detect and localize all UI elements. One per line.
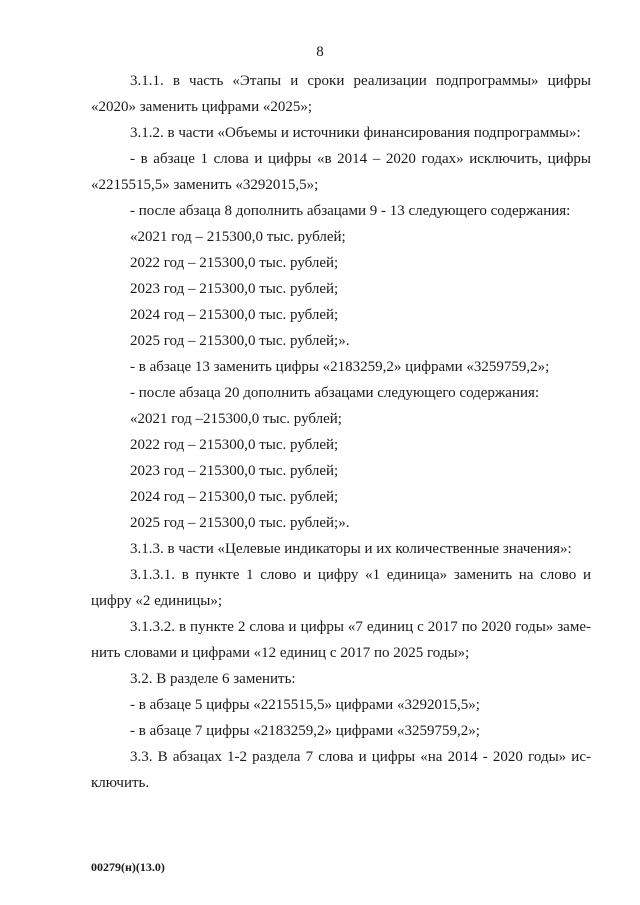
text-line: 2025 год – 215300,0 тыс. рублей;». — [130, 515, 350, 531]
text-line: цифру «2 единицы»; — [91, 593, 223, 609]
text-line: 2025 год – 215300,0 тыс. рублей;». — [130, 333, 350, 349]
text-line: «2215515,5» заменить «3292015,5»; — [91, 177, 319, 193]
text-line: 2022 год – 215300,0 тыс. рублей; — [130, 437, 339, 453]
text-line: 2022 год – 215300,0 тыс. рублей; — [130, 255, 339, 271]
text-line: - в абзаце 1 слова и цифры «в 2014 – 2020 годах» исключить, цифры — [130, 151, 591, 167]
text-line: 2024 год – 215300,0 тыс. рублей; — [130, 307, 339, 323]
text-line: - в абзаце 7 цифры «2183259,2» цифрами «3259759,2»; — [130, 723, 480, 739]
document-code: 00279(н)(13.0) — [91, 860, 165, 874]
text-line: - в абзаце 5 цифры «2215515,5» цифрами «3292015,5»; — [130, 697, 480, 713]
page-number: 8 — [316, 44, 324, 60]
text-line: - в абзаце 13 заменить цифры «2183259,2» цифрами «3259759,2»; — [130, 359, 550, 375]
text-line: «2020» заменить цифрами «2025»; — [91, 99, 313, 115]
text-line: 3.3. В абзацах 1-2 раздела 7 слова и цифры «на 2014 - 2020 годы» ис- — [130, 749, 591, 765]
text-line: - после абзаца 20 дополнить абзацами следующего содержания: — [130, 385, 540, 401]
text-line: ключить. — [91, 775, 150, 791]
text-line: - после абзаца 8 дополнить абзацами 9 - 13 следующего содержания: — [130, 203, 571, 219]
text-line: «2021 год –215300,0 тыс. рублей; — [130, 411, 342, 427]
text-line: 3.1.3.2. в пункте 2 слова и цифры «7 единиц с 2017 по 2020 годы» заме- — [130, 619, 591, 635]
text-line: 3.1.2. в части «Объемы и источники финансирования подпрограммы»: — [130, 125, 581, 141]
text-line: 2024 год – 215300,0 тыс. рублей; — [130, 489, 339, 505]
document-body — [91, 68, 591, 796]
text-line: «2021 год – 215300,0 тыс. рублей; — [130, 229, 346, 245]
text-line: 3.2. В разделе 6 заменить: — [130, 671, 296, 687]
text-line: 3.1.3. в части «Целевые индикаторы и их количественные значения»: — [130, 541, 572, 557]
text-line: 3.1.3.1. в пункте 1 слово и цифру «1 единица» заменить на слово и — [130, 567, 591, 583]
text-line: 2023 год – 215300,0 тыс. рублей; — [130, 463, 339, 479]
text-line: 2023 год – 215300,0 тыс. рублей; — [130, 281, 339, 297]
text-line: нить словами и цифрами «12 единиц с 2017 по 2025 годы»; — [91, 645, 470, 661]
text-line: 3.1.1. в часть «Этапы и сроки реализации подпрограммы» цифры — [130, 73, 591, 89]
